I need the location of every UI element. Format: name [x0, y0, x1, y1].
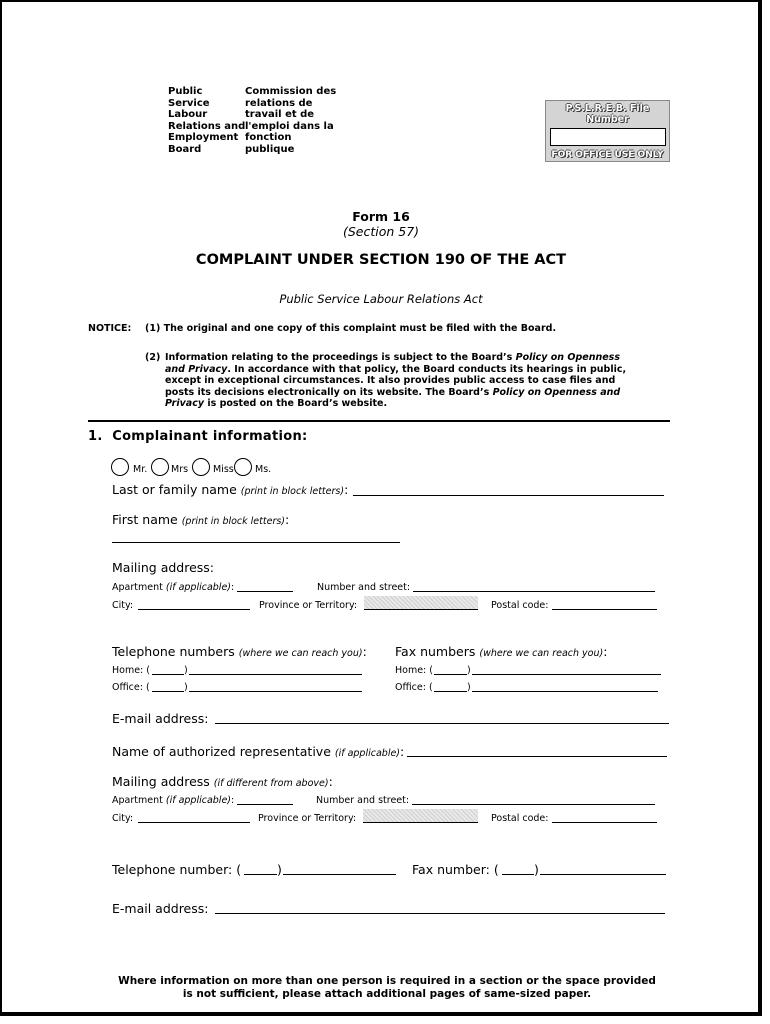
label-text: Telephone numbers — [112, 644, 235, 659]
paren-close: ) — [184, 665, 188, 676]
agency-fr-line: Commission des — [245, 86, 337, 97]
rep-mailing-address-label — [112, 774, 333, 789]
office-fax-field[interactable] — [472, 691, 658, 692]
policy-name: Policy on Openness and Privacy — [165, 352, 620, 375]
last-name-label — [112, 482, 348, 497]
home-fax-field[interactable] — [472, 674, 661, 675]
policy-name: Policy on Openness and Privacy — [165, 386, 621, 410]
agency-name-fr — [245, 86, 336, 156]
label-hint: (if different from above) — [213, 778, 329, 789]
notice-text: Information relating to the proceedings is subject to the Board’s — [165, 352, 516, 363]
agency-en-line: Relations and — [168, 120, 246, 132]
label-hint: (if applicable) — [334, 748, 401, 759]
label-colon: : — [400, 744, 405, 759]
mailing-address-label: Mailing address: — [112, 560, 215, 575]
rep-email-label: E-mail address: — [112, 901, 209, 916]
title-miss-radio[interactable] — [192, 458, 210, 476]
label-colon: : — [603, 644, 608, 659]
agency-en-line: Public — [168, 86, 203, 97]
label-text: Apartment — [112, 795, 163, 806]
paren-close: ) — [277, 862, 282, 877]
notice-item-2-number: (2) — [145, 352, 161, 363]
title-mr-radio[interactable] — [111, 458, 129, 476]
home-phone-area-field[interactable] — [152, 674, 184, 675]
notice-item-2 — [165, 352, 643, 410]
representative-field[interactable] — [407, 756, 667, 757]
office-phone-field[interactable] — [189, 691, 362, 692]
agency-fr-line: fonction — [245, 132, 292, 144]
telephone-numbers-label — [112, 644, 367, 659]
office-phone-area-field[interactable] — [152, 691, 184, 692]
rep-apartment-label — [112, 795, 234, 806]
title-mrs-radio[interactable] — [151, 458, 169, 476]
label-hint: (if applicable) — [165, 795, 231, 806]
label-text: Apartment — [112, 582, 163, 593]
home-phone-field[interactable] — [189, 674, 362, 675]
agency-fr-line: travail et de — [245, 109, 315, 121]
province-field[interactable] — [364, 596, 478, 610]
label-hint: (where we can reach you) — [238, 648, 363, 659]
title-ms-radio[interactable] — [234, 458, 252, 476]
home-fax-area-field[interactable] — [434, 674, 467, 675]
agency-en-line: Service — [168, 97, 210, 109]
label-colon: : — [231, 795, 235, 806]
street-field[interactable] — [413, 591, 655, 592]
office-phone-label: Office: ( — [112, 682, 150, 693]
email-label: E-mail address: — [112, 711, 209, 726]
rep-province-field[interactable] — [363, 809, 478, 823]
office-fax-label: Office: ( — [395, 682, 433, 693]
apartment-label — [112, 582, 234, 593]
rep-telephone-area-field[interactable] — [244, 874, 277, 875]
form-section: (Section 57) — [342, 224, 420, 239]
section-divider — [88, 420, 670, 422]
agency-en-line: Employment — [168, 132, 239, 144]
label-text: Mailing address — [112, 774, 210, 789]
paren-close: ) — [534, 862, 539, 877]
rep-postal-code-field[interactable] — [552, 822, 657, 823]
fax-numbers-label — [395, 644, 607, 659]
agency-fr-line: l'emploi dans la — [245, 120, 334, 132]
postal-code-label: Postal code: — [491, 600, 549, 611]
rep-street-field[interactable] — [412, 804, 655, 805]
rep-fax-label: Fax number: ( — [412, 862, 499, 877]
agency-en-line: Labour — [168, 109, 208, 121]
home-fax-label: Home: ( — [395, 665, 433, 676]
label-hint: (print in block letters) — [181, 516, 286, 527]
home-phone-label: Home: ( — [112, 665, 150, 676]
rep-province-label: Province or Territory: — [258, 813, 357, 824]
representative-label — [112, 744, 404, 759]
label-text: Name of authorized representative — [112, 744, 331, 759]
city-field[interactable] — [138, 609, 250, 610]
email-field[interactable] — [215, 723, 669, 724]
street-label: Number and street: — [317, 582, 411, 593]
city-label: City: — [112, 600, 134, 611]
file-number-label: P.S.L.R.E.B. File Number — [565, 103, 650, 125]
label-hint: (print in block letters) — [240, 486, 345, 497]
notice-text: . In accordance with that policy, the Board conducts its hearings in public, except in exceptional circumstances. It also provides public access to case files and posts its decisions electronically on its website. The Board’s — [165, 363, 627, 398]
paren-close: ) — [467, 682, 471, 693]
rep-telephone-field[interactable] — [283, 874, 396, 875]
title-ms-label: Ms. — [255, 464, 272, 475]
label-hint: (where we can reach you) — [479, 648, 604, 659]
label-text: Fax numbers — [395, 644, 476, 659]
footer-line: is not sufficient, please attach additional pages of same-sized paper. — [182, 988, 592, 1000]
postal-code-field[interactable] — [552, 609, 657, 610]
paren-close: ) — [184, 682, 188, 693]
notice-label: NOTICE: — [88, 323, 132, 334]
label-colon: : — [344, 482, 349, 497]
label-text: Last or family name — [112, 482, 237, 497]
title-mr-label: Mr. — [133, 464, 148, 475]
apartment-field[interactable] — [237, 591, 293, 592]
agency-name-en — [168, 86, 245, 156]
first-name-label — [112, 512, 289, 527]
rep-telephone-label: Telephone number: ( — [112, 862, 242, 877]
office-use-box — [545, 100, 670, 162]
notice-item-1: (1) The original and one copy of this complaint must be filed with the Board. — [145, 323, 557, 334]
agency-en-line: Board — [168, 143, 202, 155]
rep-fax-area-field[interactable] — [502, 874, 534, 875]
rep-fax-field[interactable] — [540, 874, 666, 875]
label-colon: : — [231, 582, 235, 593]
province-label: Province or Territory: — [259, 600, 358, 611]
agency-fr-line: publique — [245, 143, 295, 155]
form-number: Form 16 — [352, 209, 410, 224]
label-hint: (if applicable) — [165, 582, 231, 593]
label-colon: : — [362, 644, 367, 659]
office-fax-area-field[interactable] — [434, 691, 467, 692]
rep-postal-code-label: Postal code: — [491, 813, 549, 824]
title-miss-label: Miss — [213, 464, 234, 475]
label-text: First name — [112, 512, 178, 527]
office-use-label: FOR OFFICE USE ONLY — [551, 150, 664, 160]
paren-close: ) — [467, 665, 471, 676]
section-1-heading: 1. Complainant information: — [88, 429, 308, 444]
act-name: Public Service Labour Relations Act — [279, 292, 483, 306]
rep-email-field[interactable] — [215, 913, 665, 914]
label-colon: : — [328, 774, 333, 789]
label-colon: : — [285, 512, 290, 527]
agency-fr-line: relations de — [245, 97, 313, 109]
footer-line: Where information on more than one person is required in a section or the space provided — [118, 975, 656, 987]
footer-note — [2, 975, 762, 1001]
last-name-field[interactable] — [353, 495, 664, 496]
title-mrs-label: Mrs — [171, 464, 189, 475]
first-name-field[interactable] — [112, 542, 400, 543]
rep-street-label: Number and street: — [316, 795, 410, 806]
file-number-field[interactable] — [550, 128, 666, 146]
rep-city-field[interactable] — [138, 822, 250, 823]
rep-apartment-field[interactable] — [237, 804, 293, 805]
form-title: COMPLAINT UNDER SECTION 190 OF THE ACT — [195, 252, 567, 268]
rep-city-label: City: — [112, 813, 134, 824]
notice-text: is posted on the Board’s website. — [204, 398, 388, 410]
